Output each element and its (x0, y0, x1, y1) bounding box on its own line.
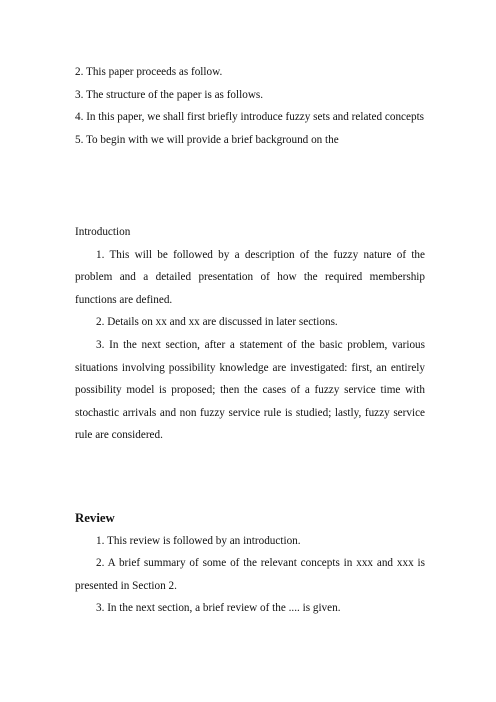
list-item: 2. This paper proceeds as follow. (75, 66, 223, 78)
list-item: 1. This will be followed by a description of the fuzzy nature of the problem and a detailed presentation of how the required membership functions are defined. (75, 248, 425, 306)
list-item: 4. In this paper, we shall first briefly introduce fuzzy sets and related concepts (75, 111, 425, 124)
list-item: 3. In the next section, a brief review of the .... is given. (96, 602, 341, 615)
list-item: 2. A brief summary of some of the relevant concepts in xxx and xxx is presented in Section 2. (75, 557, 425, 592)
list-item: 1. This review is followed by an introduction. (96, 534, 301, 547)
introduction-section (75, 221, 425, 447)
review-section (75, 507, 425, 620)
list-item: 2. Details on xx and xx are discussed in later sections. (96, 316, 338, 329)
review-heading: Review (75, 511, 115, 525)
top-list (75, 61, 425, 151)
list-item: 5. To begin with we will provide a brief background on the (75, 133, 339, 146)
list-item: 3. The structure of the paper is as follows. (75, 88, 264, 101)
list-item: 3. In the next section, after a statement of the basic problem, various situations involving possibility knowledge are investigated: first, an entirely possibility model is proposed; then the cases of a fuzzy service time with stochastic arrivals and non fuzzy service rule is studied; lastly, fuzzy service rule are considered. (75, 338, 425, 442)
introduction-heading: Introduction (75, 226, 131, 238)
